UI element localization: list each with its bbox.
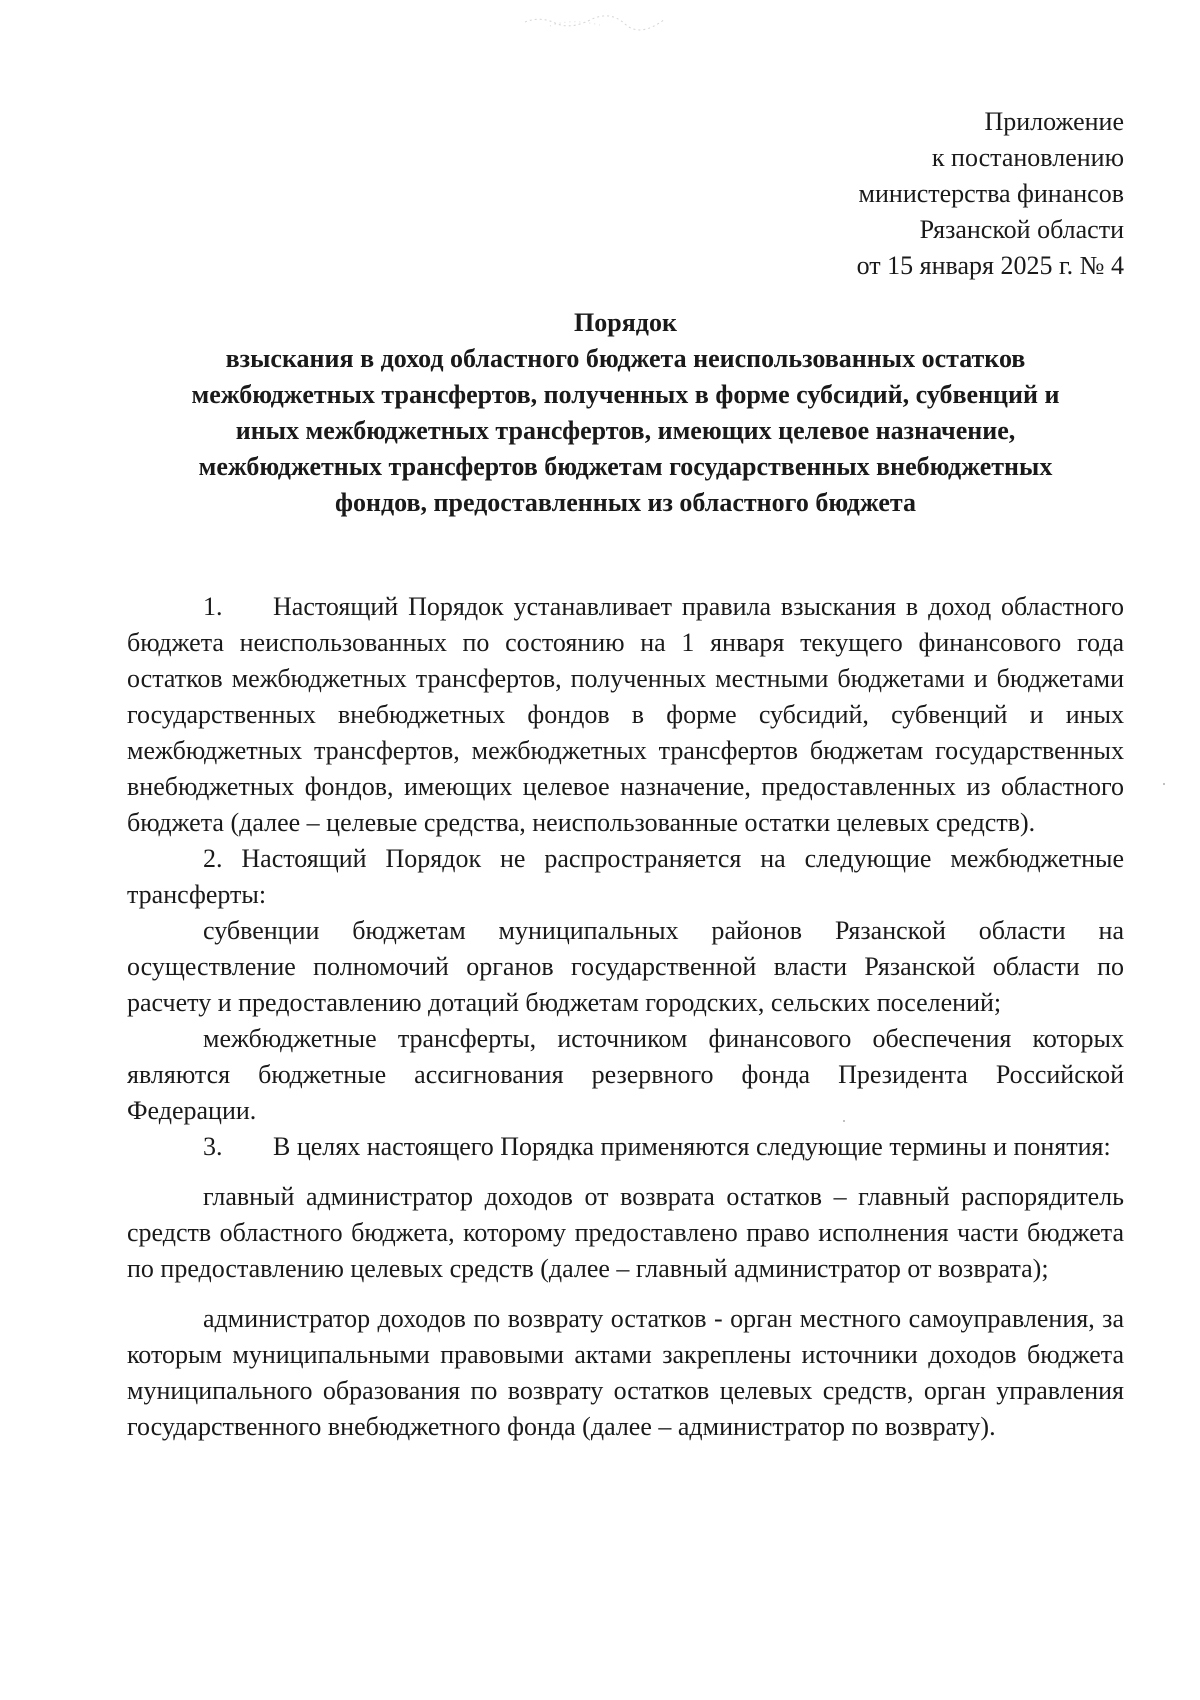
appendix-header [704,104,1124,284]
paragraph-1 [127,589,1124,841]
paragraph-3 [127,1129,1124,1165]
title-line: взыскания в доход областного бюджета неиспользованных остатков [225,344,1026,373]
appendix-line: к постановлению [931,143,1124,172]
item-number: 3. [203,1132,223,1161]
scan-speck [1163,783,1165,785]
document-body [127,589,1124,1445]
document-title [127,305,1124,521]
scan-artifact [520,10,670,32]
paragraph-3b: администратор доходов по возврату остатков - орган местного самоуправления, за которым муниципальными правовыми актами закреплены источники доходов бюджета муниципального образования по возврату остатков целевых средств, орган управления государственного внебюджетного фонда (далее – администратор по возврату). [127,1304,1124,1441]
title-main: Порядок [574,308,677,337]
paragraph-2b: межбюджетные трансферты, источником финансового обеспечения которых являются бюджетные ассигнования резервного фонда Президента Российской Федерации. [127,1024,1124,1125]
item-number: 1. [203,592,223,621]
paragraph-3a: главный администратор доходов от возврата остатков – главный распорядитель средств областного бюджета, которому предоставлено право исполнения части бюджета по предоставлению целевых средств (далее – главный администратор от возврата); [127,1182,1124,1283]
appendix-line: Рязанской области [919,215,1124,244]
title-line: межбюджетных трансфертов, полученных в форме субсидий, субвенций и [191,380,1060,409]
paragraph-text: Настоящий Порядок устанавливает правила взыскания в доход областного бюджета неиспользованных по состоянию на 1 января текущего финансового года остатков межбюджетных трансфертов, полученных местными бюджетами и бюджетами государственных внебюджетных фондов в форме субсидий, субвенций и иных межбюджетных трансфертов, межбюджетных трансфертов бюджетам государственных внебюджетных фондов, имеющих целевое назначение, предоставленных из областного бюджета (далее – целевые средства, неиспользованные остатки целевых средств). [127,592,1124,837]
title-line: межбюджетных трансфертов бюджетам государственных внебюджетных [198,452,1053,481]
appendix-line: от 15 января 2025 г. № 4 [856,251,1124,280]
paragraph-2a: субвенции бюджетам муниципальных районов Рязанской области на осуществление полномочий органов государственной власти Рязанской области по расчету и предоставлению дотаций бюджетам городских, сельских поселений; [127,916,1124,1017]
title-line: иных межбюджетных трансфертов, имеющих целевое назначение, [235,416,1016,445]
appendix-line: министерства финансов [858,179,1124,208]
paragraph-2: 2. Настоящий Порядок не распространяется на следующие межбюджетные трансферты: [127,844,1124,909]
paragraph-text: В целях настоящего Порядка применяются следующие термины и понятия: [273,1132,1111,1161]
appendix-line: Приложение [984,107,1124,136]
scan-speck [843,1120,845,1122]
title-line: фондов, предоставленных из областного бюджета [334,488,916,517]
